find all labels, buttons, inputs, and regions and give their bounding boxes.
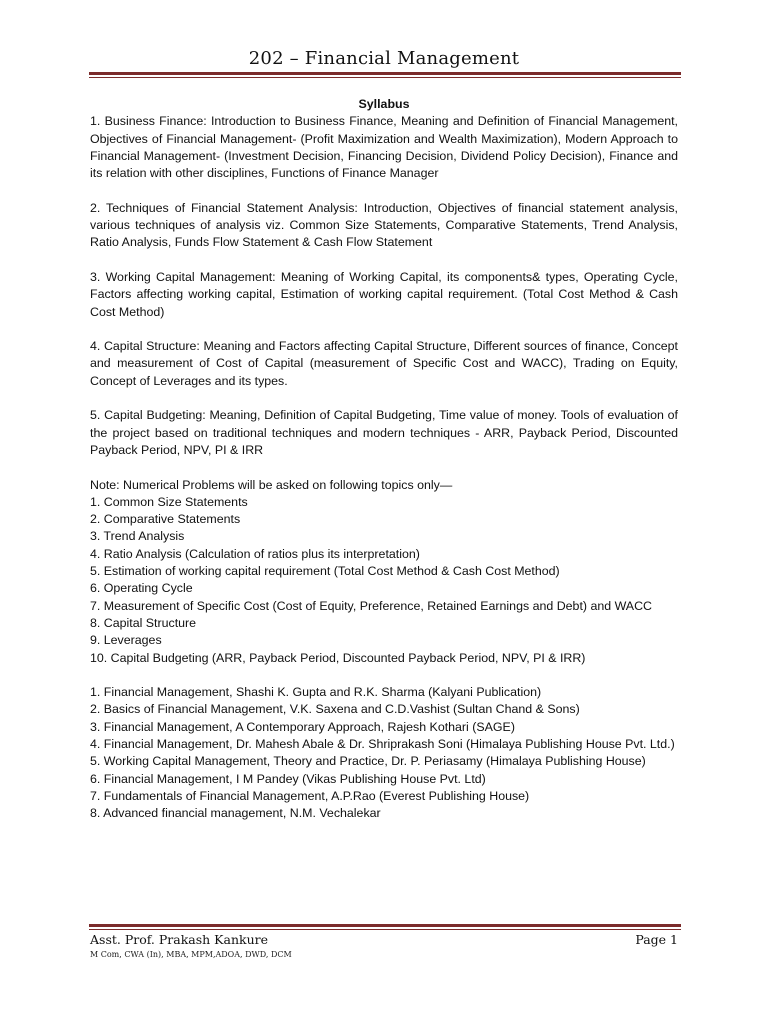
footer-rule-thick bbox=[89, 924, 681, 927]
header-rule-thin bbox=[89, 77, 681, 78]
list-item: 1. Common Size Statements bbox=[90, 494, 248, 509]
book-item: 5. Working Capital Management, Theory and Practice, Dr. P. Periasamy (Himalaya Publishing House) bbox=[90, 754, 646, 769]
book-item: 1. Financial Management, Shashi K. Gupta and R.K. Sharma (Kalyani Publication) bbox=[90, 685, 542, 700]
book-item: 7. Fundamentals of Financial Management, A.P.Rao (Everest Publishing House) bbox=[90, 788, 530, 803]
syllabus-unit-1: 1. Business Finance: Introduction to Business Finance, Meaning and Definition of Financial Management, Objectives of Financial Management- (Profit Maximization and Wealth Maximization), Modern Approach to Financial Management- (Investment Decision, Financing Decision, Dividend Policy Decision), Finance and its relation with other disciplines, Functions of Finance Manager bbox=[90, 114, 678, 181]
footer-rule-thin bbox=[89, 929, 681, 930]
syllabus-unit-4: 4. Capital Structure: Meaning and Factors affecting Capital Structure, Different sources of finance, Concept and measurement of Cost of Capital (measurement of Specific Cost and WACC), Trading on Equity, Concept of Leverages and its types. bbox=[90, 339, 678, 388]
syllabus-heading: Syllabus bbox=[358, 97, 410, 111]
note-intro: Note: Numerical Problems will be asked on following topics only— bbox=[90, 477, 453, 492]
list-item: 10. Capital Budgeting (ARR, Payback Period, Discounted Payback Period, NPV, PI & IRR) bbox=[90, 650, 586, 665]
list-item: 3. Trend Analysis bbox=[90, 529, 185, 544]
footer-author: Asst. Prof. Prakash Kankure bbox=[90, 932, 269, 947]
list-item: 6. Operating Cycle bbox=[90, 581, 193, 596]
book-item: 8. Advanced financial management, N.M. Vechalekar bbox=[90, 806, 381, 821]
numerical-topics-list bbox=[90, 477, 678, 667]
list-item: 9. Leverages bbox=[90, 633, 162, 648]
syllabus-unit-3: 3. Working Capital Management: Meaning of Working Capital, its components& types, Operating Cycle, Factors affecting working capital, Estimation of working capital requirement. (Total Cost Method & Cash Cost Method) bbox=[90, 269, 678, 319]
list-item: 5. Estimation of working capital requirement (Total Cost Method & Cash Cost Method) bbox=[90, 564, 560, 579]
book-item: 4. Financial Management, Dr. Mahesh Abale & Dr. Shriprakash Soni (Himalaya Publishing House Pvt. Ltd.) bbox=[90, 736, 675, 751]
book-item: 3. Financial Management, A Contemporary Approach, Rajesh Kothari (SAGE) bbox=[90, 719, 515, 734]
syllabus-unit-2: 2. Techniques of Financial Statement Analysis: Introduction, Objectives of financial statement analysis, various techniques of analysis viz. Common Size Statements, Comparative Statements, Trend Analysis, Ratio Analysis, Funds Flow Statement & Cash Flow Statement bbox=[90, 200, 678, 250]
reference-books-list bbox=[90, 684, 678, 822]
page-title: 202 – Financial Management bbox=[248, 48, 520, 69]
list-item: 4. Ratio Analysis (Calculation of ratios plus its interpretation) bbox=[90, 546, 420, 561]
syllabus-unit-5: 5. Capital Budgeting: Meaning, Definition of Capital Budgeting, Time value of money. Tools of evaluation of the project based on traditional techniques and modern techniques - ARR, Payback Period, Discounted Payback Period, NPV, PI & IRR bbox=[90, 408, 678, 457]
footer-qualifications: M Com, CWA (In), MBA, MPM,ADOA, DWD, DCM bbox=[90, 950, 292, 959]
list-item: 8. Capital Structure bbox=[90, 615, 197, 630]
book-item: 6. Financial Management, I M Pandey (Vikas Publishing House Pvt. Ltd) bbox=[90, 771, 486, 786]
header-rule-thick bbox=[89, 72, 681, 75]
page-number: Page 1 bbox=[635, 932, 678, 947]
list-item: 7. Measurement of Specific Cost (Cost of Equity, Preference, Retained Earnings and Debt) and WACC bbox=[90, 598, 652, 613]
book-item: 2. Basics of Financial Management, V.K. Saxena and C.D.Vashist (Sultan Chand & Sons) bbox=[90, 702, 580, 717]
list-item: 2. Comparative Statements bbox=[90, 512, 241, 527]
document-body bbox=[90, 96, 678, 840]
